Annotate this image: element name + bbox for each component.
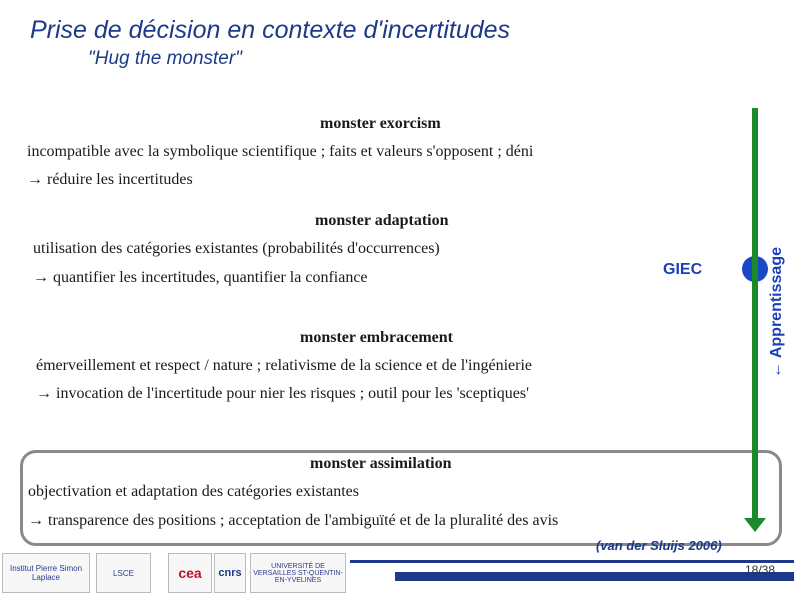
slide-subtitle: "Hug the monster": [88, 48, 242, 69]
assimilation-heading: monster assimilation: [310, 455, 452, 472]
assimilation-line2: → transparence des positions ; acceptation de l'ambiguïté et de la pluralité des avis: [28, 512, 559, 529]
page-number: 18/38: [745, 563, 776, 577]
cnrs-logo: cnrs: [214, 553, 246, 593]
cea-logo: cea: [168, 553, 212, 593]
giec-label: GIEC: [663, 261, 703, 278]
footer-rule-thin: [350, 560, 794, 563]
embracement-heading: monster embracement: [300, 329, 453, 346]
embracement-line1: émerveillement et respect / nature ; relativisme de la science et de l'ingénierie: [36, 357, 532, 374]
adaptation-line2: → quantifier les incertitudes, quantifier la confiance: [33, 269, 368, 286]
lsce-logo: LSCE: [96, 553, 151, 593]
uvsq-logo: UNIVERSITÉ DE VERSAILLES ST-QUENTIN-EN-YVELINES: [250, 553, 346, 593]
adaptation-heading: monster adaptation: [315, 212, 449, 229]
ipsl-logo: Institut Pierre Simon Laplace: [2, 553, 90, 593]
embracement-line2: → invocation de l'incertitude pour nier les risques ; outil pour les 'sceptiques': [36, 385, 529, 402]
exorcism-line2: → réduire les incertitudes: [27, 171, 193, 188]
slide-title: Prise de décision en contexte d'incertitudes: [30, 16, 511, 44]
exorcism-heading: monster exorcism: [320, 115, 441, 132]
assimilation-line1: objectivation et adaptation des catégories existantes: [28, 483, 359, 500]
exorcism-line1: incompatible avec la symbolique scientifique ; faits et valeurs s'opposent ; déni: [27, 143, 534, 160]
citation: (van der Sluijs 2006): [596, 538, 722, 553]
footer-rule: [395, 572, 794, 581]
learning-axis-arrowhead: [744, 518, 766, 532]
adaptation-line1: utilisation des catégories existantes (probabilités d'occurrences): [33, 240, 440, 257]
learning-axis-label: ← Apprentissage: [768, 247, 785, 378]
learning-axis-line: [752, 108, 758, 528]
